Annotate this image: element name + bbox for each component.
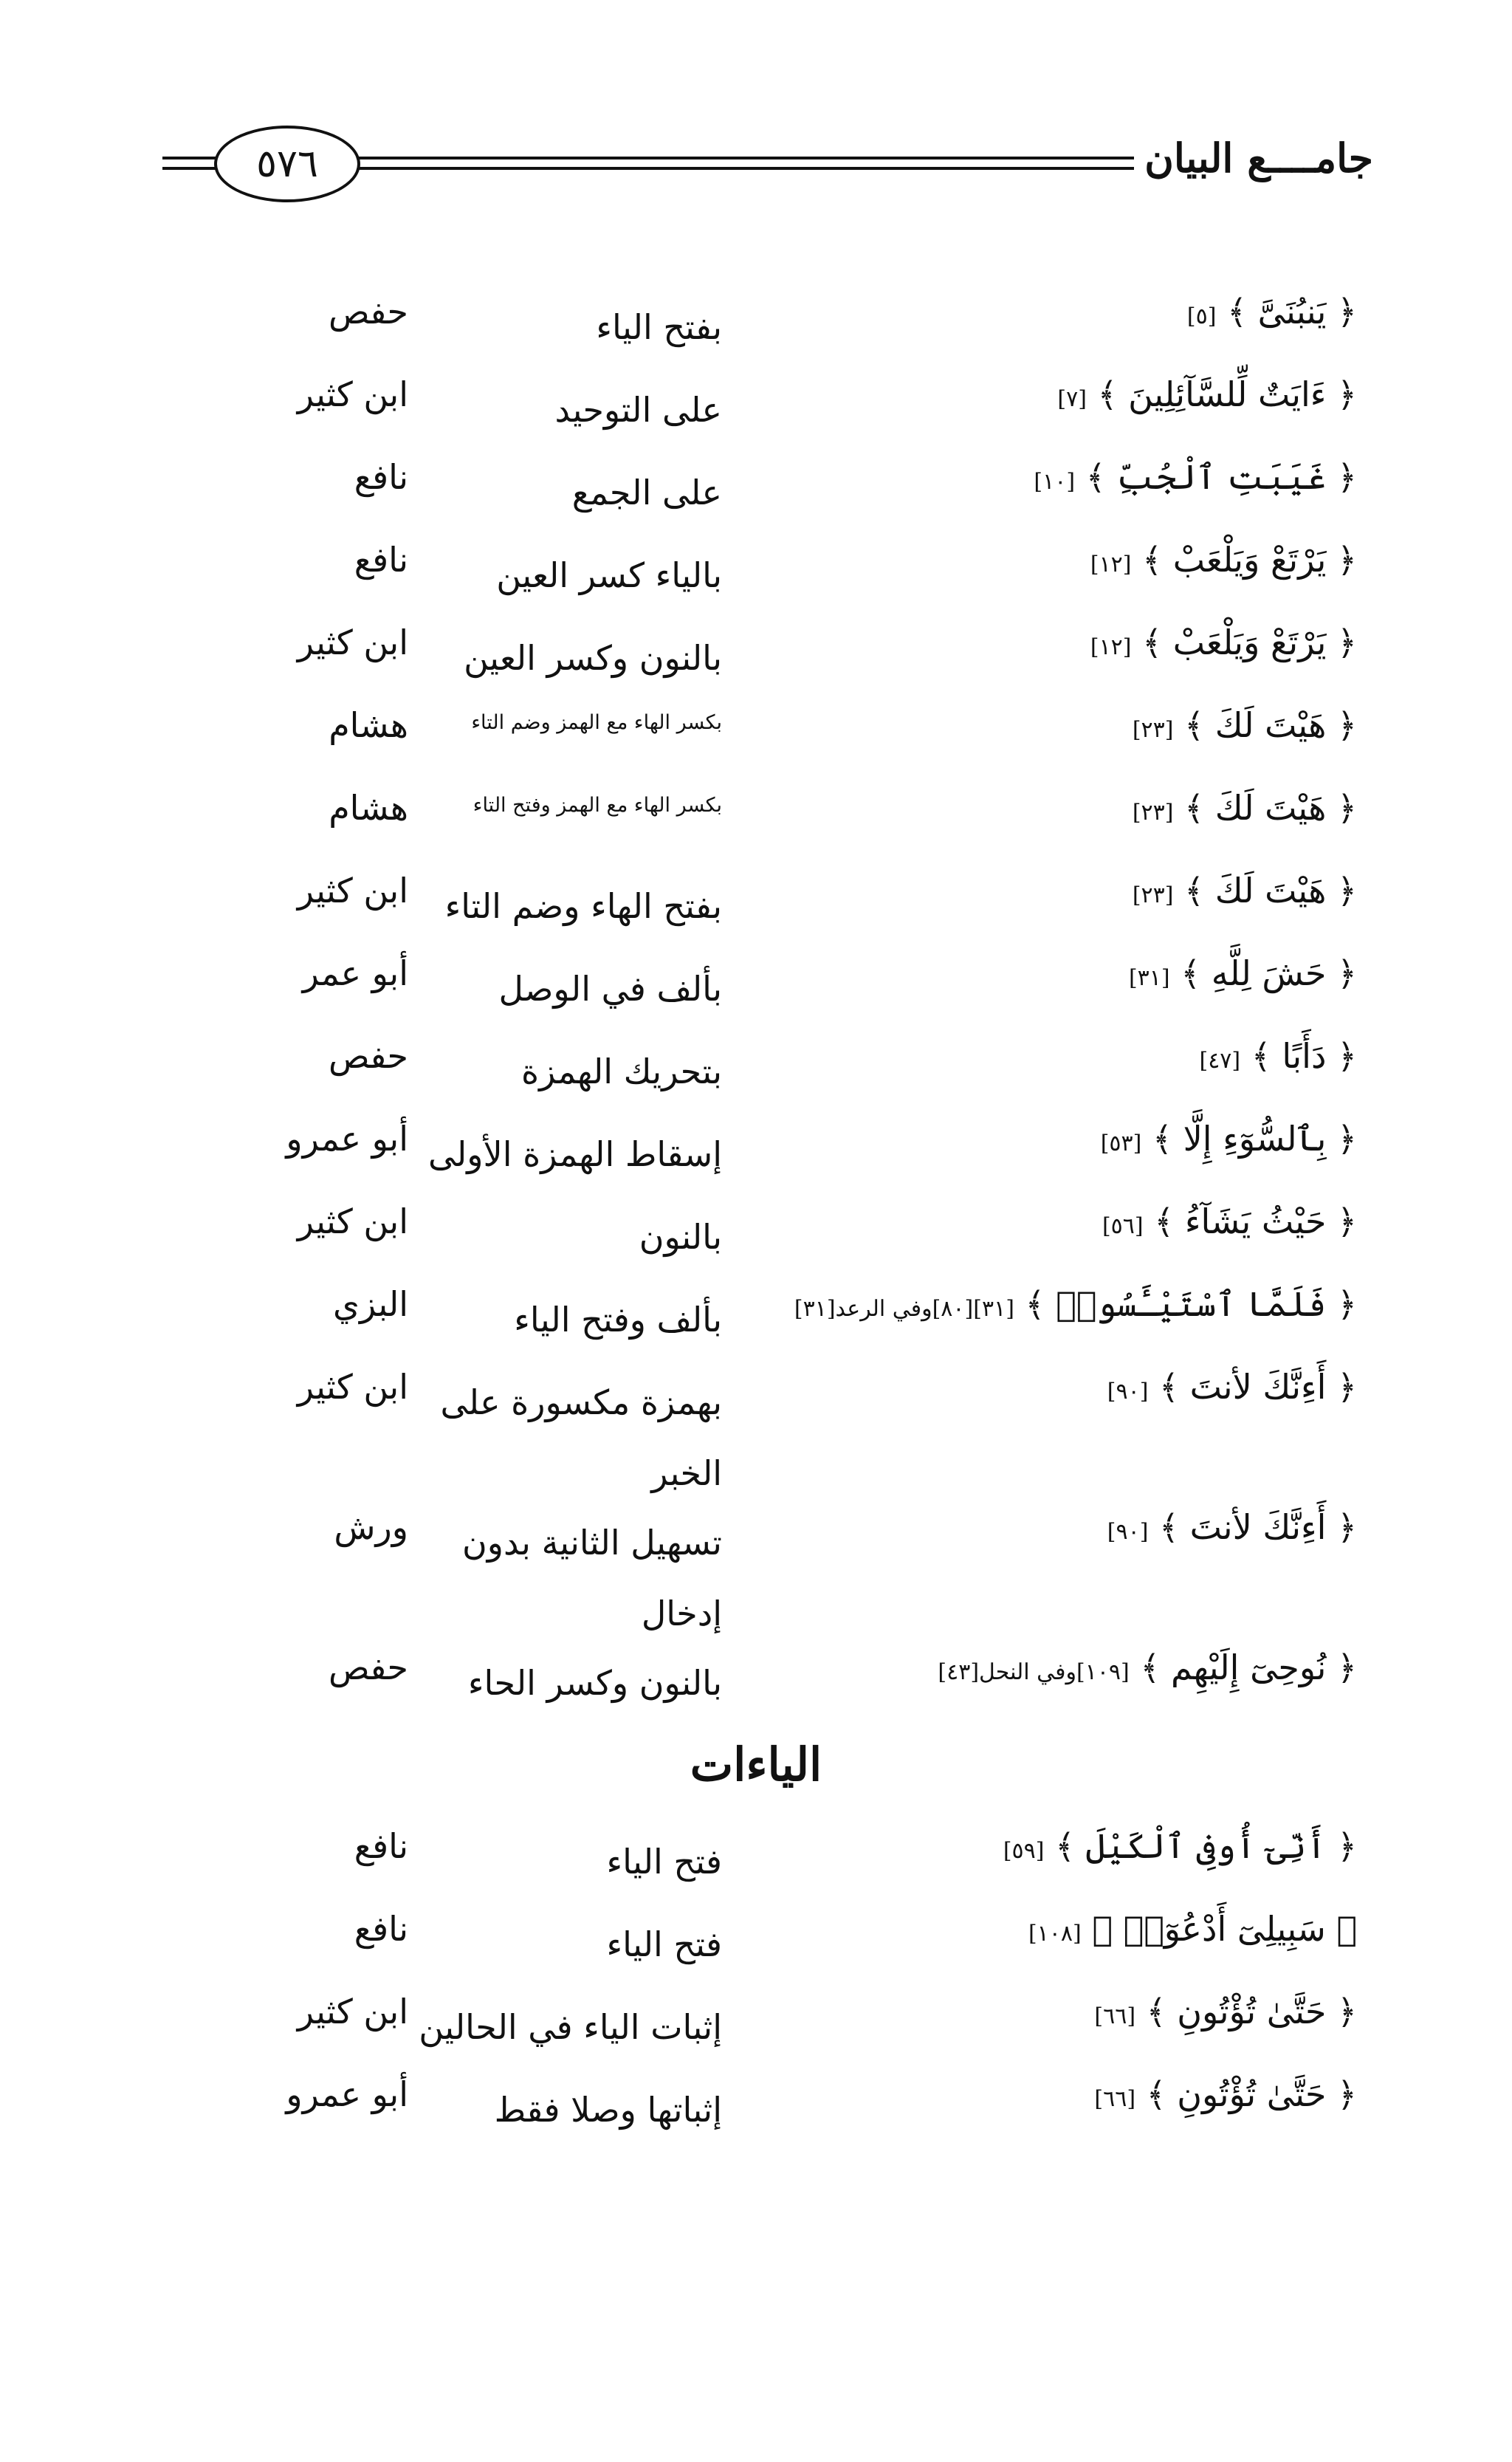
reader-name: حفص (328, 1036, 408, 1076)
verse-ref: [٣١] (1128, 965, 1170, 991)
reader-name: ابن كثير (297, 871, 408, 911)
verse-text: ﴿ سَبِيلِىٓ أَدْعُوٓا۟ ﴾ (1092, 1909, 1357, 1949)
reading-description: بالنون (639, 1217, 722, 1257)
reader-name: أبو عمرو (286, 2074, 408, 2114)
reader-name: البزي (332, 1284, 408, 1324)
table-row (0, 1507, 1512, 1647)
yaat-rows (0, 1826, 1512, 2157)
verse-cell (1090, 540, 1357, 580)
verse-cell (1090, 623, 1357, 662)
reader-name: هشام (329, 788, 408, 828)
reading-description: إسقاط الهمزة الأولى (427, 1134, 722, 1174)
table-row (0, 1201, 1512, 1284)
verse-text: ﴿ أَنِّىٓ أُوفِى ٱلْكَيْلَ ﴾ (1055, 1826, 1357, 1866)
verse-ref: [٥٦] (1102, 1213, 1144, 1239)
reading-description: فتح الياء (606, 1924, 722, 1964)
reading-description: بألف في الوصل (498, 969, 722, 1009)
verse-text: ﴿ هَيْتَ لَكَ ﴾ (1184, 788, 1357, 828)
verse-text: ﴿ أَءِنَّكَ لأنتَ ﴾ (1159, 1367, 1357, 1407)
verse-text: ﴿ يَرْتَعْ وَيَلْعَبْ ﴾ (1142, 540, 1357, 580)
verse-cell (1129, 953, 1357, 993)
verse-text: ﴿ يَنبُنَىَّ ﴾ (1227, 292, 1357, 332)
readings-rows (0, 292, 1512, 1730)
verse-ref: [٩٠] (1107, 1519, 1149, 1545)
table-row (0, 1647, 1512, 1730)
reading-description: تسهيل الثانية بدون إدخال (462, 1523, 722, 1633)
verse-text: ﴿ غَيَبَتِ ٱلْجُبِّ ﴾ (1085, 457, 1357, 497)
verse-ref: [١٠٩]وفي النحل[٤٣] (938, 1659, 1130, 1685)
verse-text: ﴿ ءَايَتٌ لِّلسَّآئِلِينَ ﴾ (1097, 374, 1357, 414)
verse-cell (1133, 788, 1357, 828)
table-row (0, 374, 1512, 457)
verse-text: ﴿ حَيْثُ يَشَآءُ ﴾ (1154, 1201, 1357, 1241)
reading-description: بالياء كسر العين (496, 555, 722, 595)
verse-cell (938, 1647, 1357, 1687)
table-row (0, 540, 1512, 623)
verse-cell (1133, 871, 1357, 911)
table-row (0, 1992, 1512, 2074)
reading-description: على التوحيد (554, 390, 722, 430)
reader-name: حفص (328, 1647, 408, 1687)
table-row (0, 1909, 1512, 1992)
verse-cell (1034, 457, 1357, 497)
table-row (0, 788, 1512, 871)
page-number: ٥٧٦ (214, 126, 360, 202)
verse-ref: [٢٣] (1132, 882, 1174, 908)
reading-description: بألف وفتح الياء (514, 1300, 722, 1340)
verse-ref: [٧] (1057, 386, 1087, 412)
reader-name: نافع (354, 1826, 408, 1866)
reading-description: بفتح الهاء وضم التاء (444, 886, 722, 926)
verse-cell (1187, 292, 1357, 332)
verse-cell (794, 1284, 1357, 1324)
verse-cell (1094, 2074, 1357, 2114)
reader-name: ابن كثير (297, 374, 408, 414)
verse-text: ﴿ هَيْتَ لَكَ ﴾ (1184, 871, 1357, 911)
table-row (0, 1119, 1512, 1201)
verse-cell (1057, 374, 1357, 414)
verse-ref: [٩٠] (1107, 1379, 1149, 1405)
verse-ref: [٥٩] (1003, 1838, 1045, 1864)
verse-ref: [٦٦] (1094, 2086, 1136, 2112)
verse-text: ﴿ هَيْتَ لَكَ ﴾ (1184, 705, 1357, 745)
verse-ref: [٤٧] (1199, 1048, 1241, 1074)
reader-name: حفص (328, 292, 408, 332)
verse-text: ﴿ فَلَمَّا ٱسْتَيْـَٔسُوا۟ ﴾ (1025, 1284, 1357, 1324)
table-row (0, 871, 1512, 953)
verse-cell (1101, 1119, 1357, 1159)
table-row (0, 1284, 1512, 1367)
verse-cell (1102, 1201, 1357, 1241)
table-row (0, 623, 1512, 705)
reading-description: بتحريك الهمزة (520, 1052, 722, 1091)
reader-name: ابن كثير (297, 623, 408, 662)
reader-name: ابن كثير (297, 1992, 408, 2031)
reader-name: أبو عمر (302, 953, 408, 993)
reader-name: أبو عمرو (286, 1119, 408, 1159)
reader-name: نافع (354, 540, 408, 580)
verse-ref: [١٢] (1090, 552, 1132, 577)
verse-text: ﴿ حَتَّىٰ تُؤْتُونِ ﴾ (1146, 1992, 1357, 2031)
verse-cell (1003, 1826, 1357, 1866)
verse-text: ﴿ بِٱلسُّوٓءِ إِلَّا ﴾ (1152, 1119, 1357, 1159)
verse-text: ﴿ أَءِنَّكَ لأنتَ ﴾ (1159, 1507, 1357, 1547)
reader-name: نافع (354, 1909, 408, 1949)
verse-ref: [٢٣] (1132, 800, 1174, 826)
table-row (0, 457, 1512, 540)
reading-description: بفتح الياء (596, 307, 722, 347)
table-row (0, 292, 1512, 374)
table-row (0, 2074, 1512, 2157)
verse-text: ﴿ حَشَ لِلَّهِ ﴾ (1181, 953, 1357, 993)
verse-ref: [٣١][٨٠]وفي الرعد[٣١] (794, 1296, 1014, 1322)
verse-cell (1094, 1992, 1357, 2031)
readings-table (0, 292, 1512, 2157)
verse-text: ﴿ دَأَبًا ﴾ (1251, 1036, 1357, 1076)
reading-description: بالنون وكسر العين (464, 638, 722, 678)
table-row (0, 1036, 1512, 1119)
reading-description: إثباتها وصلا فقط (494, 2090, 722, 2130)
verse-cell (1199, 1036, 1357, 1076)
reading-description: بكسر الهاء مع الهمز وضم التاء (471, 711, 722, 734)
table-row (0, 953, 1512, 1036)
reader-name: نافع (354, 457, 408, 497)
verse-cell (1107, 1367, 1357, 1407)
page-header (162, 126, 1373, 207)
reading-description: بالنون وكسر الحاء (467, 1663, 722, 1703)
verse-text: ﴿ حَتَّىٰ تُؤْتُونِ ﴾ (1146, 2074, 1357, 2114)
verse-text: ﴿ يَرْتَعْ وَيَلْعَبْ ﴾ (1142, 623, 1357, 662)
reader-name: هشام (329, 705, 408, 745)
verse-cell (1107, 1507, 1357, 1547)
verse-ref: [٥٣] (1100, 1131, 1142, 1156)
table-row (0, 1367, 1512, 1507)
reading-description: بكسر الهاء مع الهمز وفتح التاء (472, 794, 722, 817)
reading-description: إثبات الياء في الحالين (419, 2007, 722, 2047)
reading-description: على الجمع (571, 473, 722, 512)
table-row (0, 705, 1512, 788)
verse-cell (1028, 1909, 1357, 1949)
reader-name: ابن كثير (297, 1367, 408, 1407)
verse-ref: [١٢] (1090, 634, 1132, 660)
reading-description: فتح الياء (606, 1842, 722, 1882)
reading-description: بهمزة مكسورة على الخبر (440, 1382, 722, 1493)
reader-name: ورش (334, 1507, 408, 1547)
verse-text: ﴿ نُوحِىٓ إِلَيْهِم ﴾ (1140, 1647, 1357, 1687)
reader-name: ابن كثير (297, 1201, 408, 1241)
verse-ref: [٢٣] (1132, 717, 1174, 743)
table-row (0, 1826, 1512, 1909)
section-title: الياءات (690, 1738, 822, 1791)
verse-ref: [١٠٨] (1028, 1921, 1082, 1947)
verse-ref: [٦٦] (1094, 2003, 1136, 2029)
verse-ref: [١٠] (1034, 469, 1076, 495)
verse-ref: [٥] (1186, 304, 1217, 329)
verse-cell (1133, 705, 1357, 745)
book-title: جامــــع البيان (1134, 134, 1373, 182)
